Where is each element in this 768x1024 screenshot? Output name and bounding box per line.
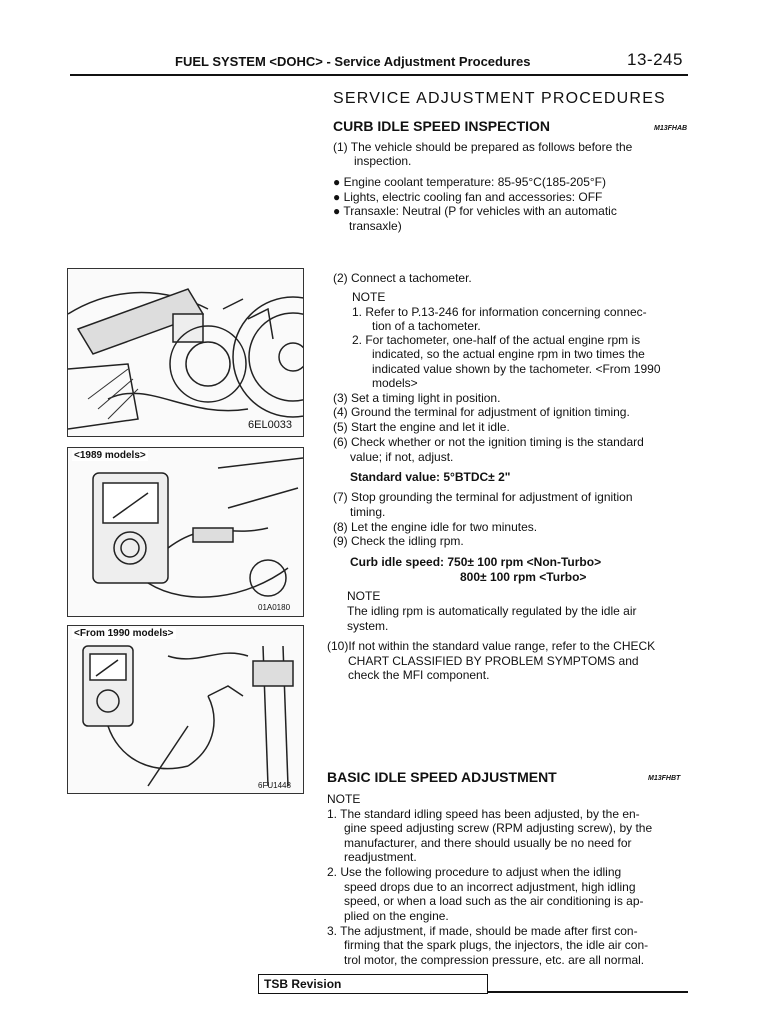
basic-note-3: 3. The adjustment, if made, should be made after first con-	[327, 924, 638, 938]
curb-idle-code: M13FHAB	[654, 125, 688, 132]
basic-note-2: 2. Use the following procedure to adjust when the idling	[327, 865, 622, 879]
list-item: ● Engine coolant temperature: 85-95°C(185-205°F)	[333, 175, 607, 189]
note-2-cont-a: indicated, so the actual engine rpm in two times the	[372, 347, 645, 361]
step-4: (4) Ground the terminal for adjustment of ignition timing.	[333, 405, 630, 419]
step-8: (8) Let the engine idle for two minutes.	[333, 520, 538, 534]
step-1-cont: inspection.	[354, 154, 412, 168]
note-label: NOTE	[352, 290, 386, 304]
engine-pulley-illustration	[68, 269, 303, 436]
list-item: ● Lights, electric cooling fan and accessories: OFF	[333, 189, 603, 204]
step-10-cont-a: CHART CLASSIFIED BY PROBLEM SYMPTOMS and	[348, 654, 639, 668]
basic-note-2-cont-c: plied on the engine.	[344, 909, 449, 923]
step-5: (5) Start the engine and let it idle.	[333, 420, 510, 434]
header-rule	[70, 74, 688, 76]
curb-idle-spec-2: 800± 100 rpm <Turbo>	[460, 570, 587, 584]
step-3: (3) Set a timing light in position.	[333, 391, 501, 405]
basic-idle-heading: BASIC IDLE SPEED ADJUSTMENT	[327, 769, 557, 785]
step-2: (2) Connect a tachometer.	[333, 271, 472, 285]
tachometer-1990-illustration	[68, 626, 303, 793]
figure-1989-models	[67, 447, 304, 617]
page-title: SERVICE ADJUSTMENT PROCEDURES	[333, 90, 666, 107]
note-1: 1. Refer to P.13-246 for information concerning connec-	[352, 305, 647, 319]
curb-idle-heading: CURB IDLE SPEED INSPECTION	[333, 118, 551, 134]
note-2-cont-b: indicated value shown by the tachometer. <From 1990	[372, 362, 661, 376]
basic-note-1-cont-b: manufacturer, and there should usually be no need for	[344, 836, 632, 850]
note-2: 2. For tachometer, one-half of the actual engine rpm is	[352, 333, 641, 347]
note-3-cont: system.	[347, 619, 389, 633]
prep-list	[333, 175, 693, 233]
figure-1990-models	[67, 625, 304, 794]
basic-note-2-cont-a: speed drops due to an incorrect adjustment, high idling	[344, 880, 636, 894]
note-2-cont-c: models>	[372, 376, 418, 390]
step-10: (10)If not within the standard value range, refer to the CHECK	[327, 639, 656, 653]
note-1-cont: tion of a tachometer.	[372, 319, 481, 333]
basic-note-3-cont-b: trol motor, the compression pressure, etc. are all normal.	[344, 953, 645, 967]
tsb-revision-box	[258, 974, 488, 994]
basic-idle-code: M13FHBT	[648, 775, 681, 782]
step-6: (6) Check whether or not the ignition timing is the standard	[333, 435, 644, 449]
step-7: (7) Stop grounding the terminal for adjustment of ignition	[333, 490, 633, 504]
figure-3-code: 6FU1448	[258, 781, 291, 790]
figure-2-code: 01A0180	[258, 603, 291, 612]
note-2-label: NOTE	[347, 589, 381, 603]
note-3: The idling rpm is automatically regulated by the idle air	[347, 604, 637, 618]
list-item: ● Transaxle: Neutral (P for vehicles with an automatic	[333, 204, 617, 218]
basic-note-3-cont-a: firming that the spark plugs, the injectors, the idle air con-	[344, 938, 649, 952]
running-header: FUEL SYSTEM <DOHC> - Service Adjustment Procedures	[175, 54, 531, 69]
tachometer-1989-illustration	[68, 448, 303, 616]
basic-note-1-cont-a: gine speed adjusting screw (RPM adjusting screw), by the	[344, 821, 653, 835]
figure-1-code: 6EL0033	[248, 419, 293, 431]
step-9: (9) Check the idling rpm.	[333, 534, 464, 548]
curb-idle-spec-1: Curb idle speed: 750± 100 rpm <Non-Turbo>	[350, 555, 602, 569]
step-7-cont: timing.	[350, 505, 386, 519]
page-number: 13-245	[627, 50, 683, 69]
standard-value: Standard value: 5°BTDC± 2"	[350, 470, 511, 484]
list-item: transaxle)	[349, 218, 402, 233]
basic-note-2-cont-b: speed, or when a load such as the air conditioning is ap-	[344, 894, 644, 908]
tsb-revision-label: TSB Revision	[264, 977, 342, 991]
figure-3-label: <From 1990 models>	[74, 628, 174, 639]
figure-2-label: <1989 models>	[74, 450, 146, 461]
step-10-cont-b: check the MFI component.	[348, 668, 490, 682]
basic-note-label: NOTE	[327, 792, 361, 806]
footer-rule	[488, 991, 688, 993]
basic-note-1-cont-c: readjustment.	[344, 850, 417, 864]
step-1: (1) The vehicle should be prepared as follows before the	[333, 140, 633, 154]
figure-tachometer-connection	[67, 268, 304, 437]
step-6-cont: value; if not, adjust.	[350, 450, 454, 464]
basic-note-1: 1. The standard idling speed has been adjusted, by the en-	[327, 807, 640, 821]
